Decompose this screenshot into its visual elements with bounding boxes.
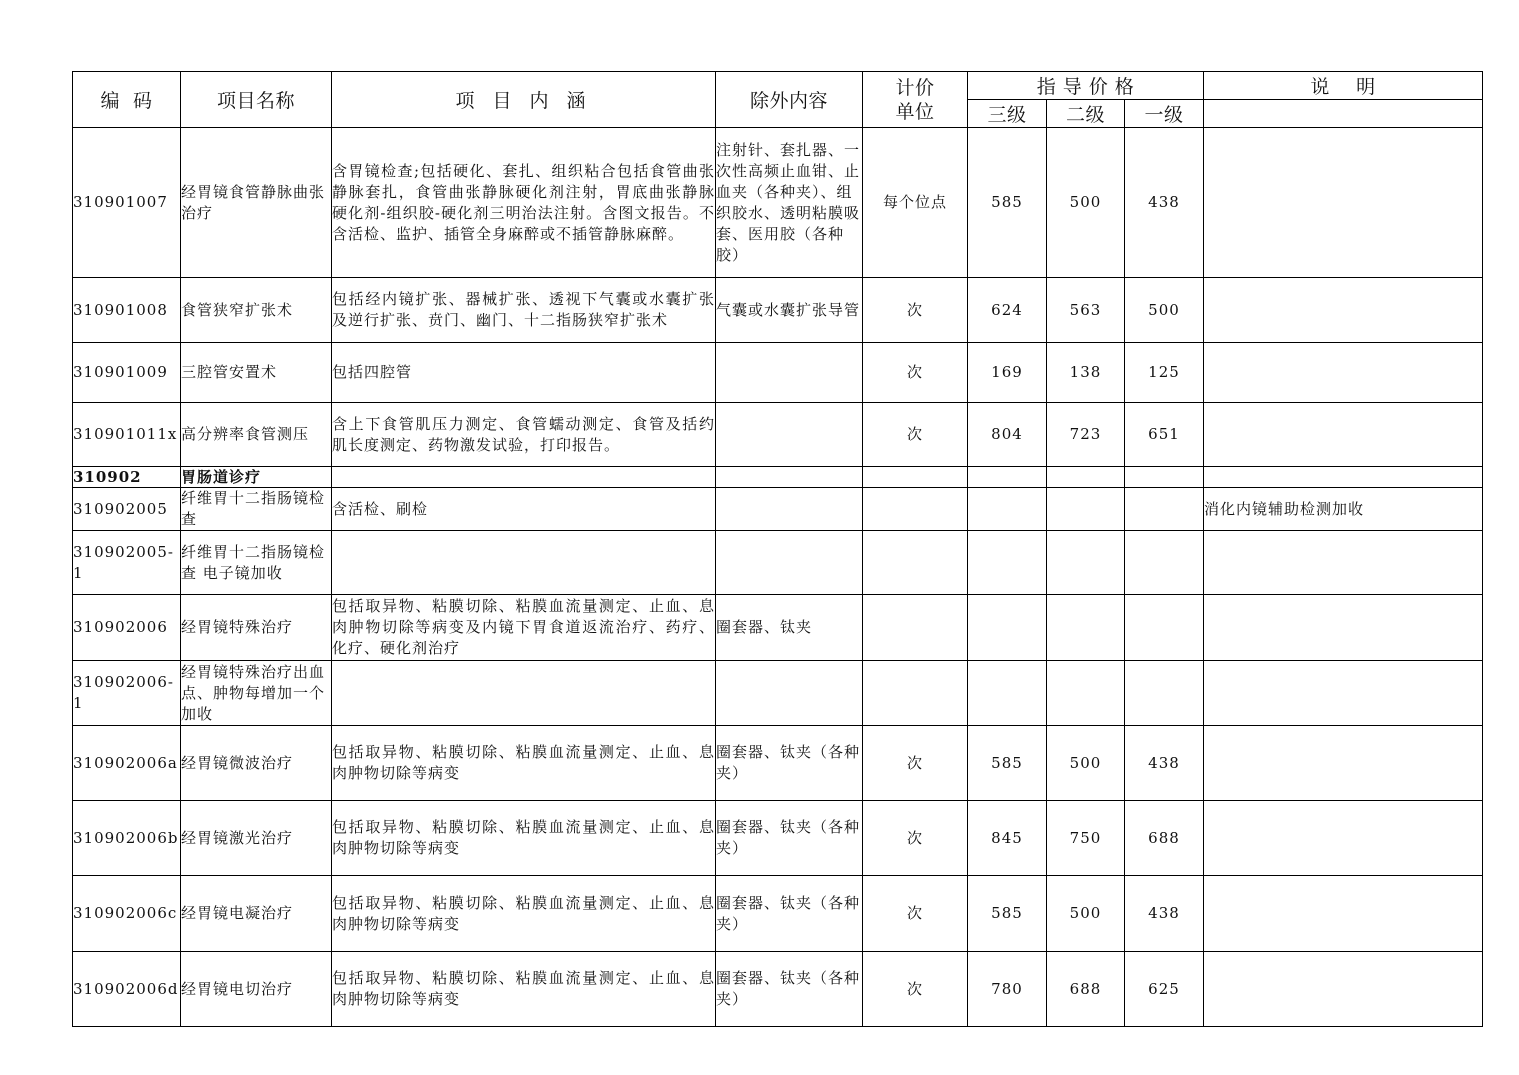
header-level3: 三级	[968, 100, 1047, 128]
row-price-level2: 563	[1047, 278, 1125, 343]
row-note	[1204, 801, 1483, 876]
row-code: 310902006a	[73, 726, 181, 801]
section-row	[73, 467, 1483, 488]
row-name: 经胃镜微波治疗	[181, 726, 332, 801]
section-blank	[863, 467, 968, 488]
row-price-level1: 438	[1125, 128, 1204, 278]
header-unit	[863, 72, 968, 128]
row-name: 高分辨率食管测压	[181, 403, 332, 467]
row-except: 圈套器、钛夹（各种夹）	[716, 801, 863, 876]
row-price-level1	[1125, 661, 1204, 726]
header-unit-line2: 单位	[895, 100, 935, 123]
row-content: 包括取异物、粘膜切除、粘膜血流量测定、止血、息肉肿物切除等病变及内镜下胃食道返流治疗、药疗、化疗、硬化剂治疗	[332, 595, 716, 661]
row-code: 310901009	[73, 343, 181, 403]
row-price-level3: 845	[968, 801, 1047, 876]
row-price-level3: 780	[968, 952, 1047, 1027]
section-code: 310902	[73, 467, 181, 488]
row-unit: 次	[863, 952, 968, 1027]
row-price-level3	[968, 661, 1047, 726]
row-name: 食管狭窄扩张术	[181, 278, 332, 343]
row-except	[716, 403, 863, 467]
row-note: 消化内镜辅助检测加收	[1204, 488, 1483, 531]
row-code: 310901008	[73, 278, 181, 343]
row-code: 310902005-1	[73, 531, 181, 595]
row-price-level3	[968, 531, 1047, 595]
row-price-level1	[1125, 488, 1204, 531]
row-unit	[863, 661, 968, 726]
row-unit	[863, 531, 968, 595]
row-code: 310902006-1	[73, 661, 181, 726]
header-note-blank	[1204, 100, 1483, 128]
row-code: 310902006	[73, 595, 181, 661]
row-name: 纤维胃十二指肠镜检查 电子镜加收	[181, 531, 332, 595]
row-name: 经胃镜激光治疗	[181, 801, 332, 876]
section-name: 胃肠道诊疗	[181, 467, 332, 488]
row-price-level2	[1047, 531, 1125, 595]
row-unit: 次	[863, 726, 968, 801]
row-except: 气囊或水囊扩张导管	[716, 278, 863, 343]
row-price-level1	[1125, 531, 1204, 595]
row-price-level3	[968, 595, 1047, 661]
row-except	[716, 531, 863, 595]
row-content: 包括取异物、粘膜切除、粘膜血流量测定、止血、息肉肿物切除等病变	[332, 726, 716, 801]
header-level2: 二级	[1047, 100, 1125, 128]
row-price-level3: 624	[968, 278, 1047, 343]
table-body	[73, 128, 1483, 1027]
row-price-level3: 585	[968, 128, 1047, 278]
row-price-level3: 585	[968, 876, 1047, 952]
row-content: 包括经内镜扩张、器械扩张、透视下气囊或水囊扩张及逆行扩张、贲门、幽门、十二指肠狭窄扩张术	[332, 278, 716, 343]
row-price-level3: 169	[968, 343, 1047, 403]
row-except	[716, 343, 863, 403]
row-content: 含活检、刷检	[332, 488, 716, 531]
row-price-level1: 625	[1125, 952, 1204, 1027]
row-name: 经胃镜特殊治疗出血点、肿物每增加一个加收	[181, 661, 332, 726]
header-level1: 一级	[1125, 100, 1204, 128]
table-row	[73, 531, 1483, 595]
row-note	[1204, 128, 1483, 278]
row-note	[1204, 278, 1483, 343]
row-unit: 次	[863, 278, 968, 343]
table-row	[73, 343, 1483, 403]
table-row	[73, 801, 1483, 876]
row-note	[1204, 595, 1483, 661]
row-price-level2	[1047, 595, 1125, 661]
row-price-level2	[1047, 661, 1125, 726]
row-name: 经胃镜电切治疗	[181, 952, 332, 1027]
table-row	[73, 403, 1483, 467]
row-content: 包括四腔管	[332, 343, 716, 403]
row-code: 310902006c	[73, 876, 181, 952]
header-content: 项 目 内 涵	[332, 72, 716, 128]
row-code: 310902006b	[73, 801, 181, 876]
section-blank	[1047, 467, 1125, 488]
row-price-level3	[968, 488, 1047, 531]
row-content: 包括取异物、粘膜切除、粘膜血流量测定、止血、息肉肿物切除等病变	[332, 876, 716, 952]
row-content: 含上下食管肌压力测定、食管蠕动测定、食管及括约肌长度测定、药物激发试验，打印报告。	[332, 403, 716, 467]
row-code: 310901011x	[73, 403, 181, 467]
header-name: 项目名称	[181, 72, 332, 128]
row-code: 310901007	[73, 128, 181, 278]
row-price-level2: 723	[1047, 403, 1125, 467]
row-unit	[863, 488, 968, 531]
section-blank	[1204, 467, 1483, 488]
row-code: 310902006d	[73, 952, 181, 1027]
header-note: 说 明	[1204, 72, 1483, 100]
row-price-level1: 438	[1125, 876, 1204, 952]
row-content	[332, 661, 716, 726]
row-price-level2: 688	[1047, 952, 1125, 1027]
table-row	[73, 488, 1483, 531]
price-table	[72, 71, 1483, 1027]
row-content	[332, 531, 716, 595]
row-name: 经胃镜食管静脉曲张治疗	[181, 128, 332, 278]
row-price-level3: 585	[968, 726, 1047, 801]
row-price-level2: 500	[1047, 876, 1125, 952]
table-row	[73, 595, 1483, 661]
table-row	[73, 726, 1483, 801]
row-price-level2	[1047, 488, 1125, 531]
row-unit: 次	[863, 801, 968, 876]
row-name: 纤维胃十二指肠镜检查	[181, 488, 332, 531]
row-except	[716, 488, 863, 531]
row-price-level1	[1125, 595, 1204, 661]
row-note	[1204, 876, 1483, 952]
table-row	[73, 278, 1483, 343]
row-note	[1204, 661, 1483, 726]
header-price-group: 指 导 价 格	[968, 72, 1204, 100]
row-price-level1: 688	[1125, 801, 1204, 876]
row-unit: 次	[863, 876, 968, 952]
table-row	[73, 661, 1483, 726]
row-price-level2: 750	[1047, 801, 1125, 876]
row-note	[1204, 531, 1483, 595]
row-except: 圈套器、钛夹（各种夹）	[716, 952, 863, 1027]
row-content: 含胃镜检查;包括硬化、套扎、组织粘合包括食管曲张静脉套扎，食管曲张静脉硬化剂注射，胃底曲张静脉硬化剂-组织胶-硬化剂三明治法注射。含图文报告。不含活检、监护、插管全身麻醉或不插管静脉麻醉。	[332, 128, 716, 278]
row-price-level2: 500	[1047, 726, 1125, 801]
table-row	[73, 876, 1483, 952]
section-blank	[968, 467, 1047, 488]
row-except	[716, 661, 863, 726]
header-except: 除外内容	[716, 72, 863, 128]
section-blank	[332, 467, 716, 488]
header-code: 编 码	[73, 72, 181, 128]
row-unit: 次	[863, 343, 968, 403]
row-price-level1: 651	[1125, 403, 1204, 467]
row-except: 注射针、套扎器、一次性高频止血钳、止血夹（各种夹）、组织胶水、透明粘膜吸套、医用胶（各种胶）	[716, 128, 863, 278]
row-price-level3: 804	[968, 403, 1047, 467]
row-note	[1204, 343, 1483, 403]
row-price-level2: 138	[1047, 343, 1125, 403]
row-code: 310902005	[73, 488, 181, 531]
section-blank	[716, 467, 863, 488]
row-name: 经胃镜电凝治疗	[181, 876, 332, 952]
row-price-level2: 500	[1047, 128, 1125, 278]
row-except: 圈套器、钛夹（各种夹）	[716, 876, 863, 952]
section-blank	[1125, 467, 1204, 488]
row-content: 包括取异物、粘膜切除、粘膜血流量测定、止血、息肉肿物切除等病变	[332, 801, 716, 876]
row-price-level1: 125	[1125, 343, 1204, 403]
row-note	[1204, 726, 1483, 801]
row-name: 经胃镜特殊治疗	[181, 595, 332, 661]
header-unit-line1: 计价	[895, 76, 935, 99]
row-note	[1204, 403, 1483, 467]
row-note	[1204, 952, 1483, 1027]
row-name: 三腔管安置术	[181, 343, 332, 403]
table-row	[73, 128, 1483, 278]
row-unit	[863, 595, 968, 661]
row-price-level1: 500	[1125, 278, 1204, 343]
row-content: 包括取异物、粘膜切除、粘膜血流量测定、止血、息肉肿物切除等病变	[332, 952, 716, 1027]
row-unit: 次	[863, 403, 968, 467]
row-price-level1: 438	[1125, 726, 1204, 801]
row-unit: 每个位点	[863, 128, 968, 278]
row-except: 圈套器、钛夹（各种夹）	[716, 726, 863, 801]
row-except: 圈套器、钛夹	[716, 595, 863, 661]
table-row	[73, 952, 1483, 1027]
